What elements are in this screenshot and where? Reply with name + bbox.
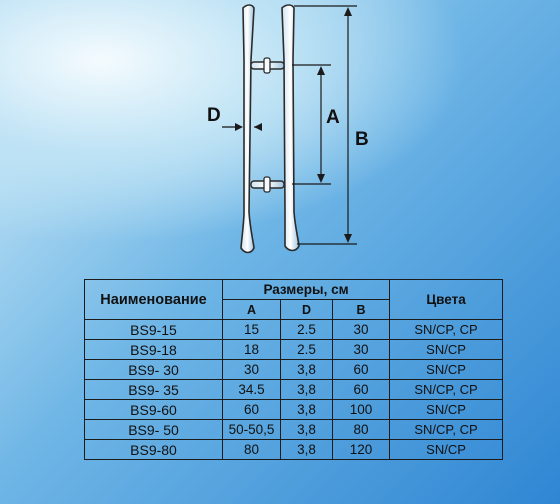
cell-b: 100 (333, 400, 390, 420)
cell-a: 15 (223, 320, 281, 340)
cell-colors: SN/CP, CP (390, 420, 503, 440)
table-row (85, 380, 503, 400)
cell-colors: SN/CP, CP (390, 380, 503, 400)
table-row (85, 320, 503, 340)
mounting-post-top (251, 58, 284, 73)
label-b: B (355, 129, 369, 150)
header-sizes: Размеры, см (223, 280, 390, 300)
cell-d: 3,8 (281, 400, 333, 420)
cell-a: 60 (223, 400, 281, 420)
header-a: A (223, 300, 281, 320)
cell-d: 3,8 (281, 440, 333, 460)
table-row (85, 340, 503, 360)
table-row (85, 420, 503, 440)
table-header-row (85, 280, 503, 300)
cell-colors: SN/CP (390, 360, 503, 380)
cell-b: 60 (333, 380, 390, 400)
cell-d: 2.5 (281, 340, 333, 360)
cell-a: 30 (223, 360, 281, 380)
cell-a: 50-50,5 (223, 420, 281, 440)
cell-name: BS9- 35 (85, 380, 223, 400)
cell-colors: SN/CP (390, 400, 503, 420)
cell-b: 30 (333, 320, 390, 340)
cell-colors: SN/CP (390, 340, 503, 360)
cell-colors: SN/CP (390, 440, 503, 460)
cell-b: 60 (333, 360, 390, 380)
cell-name: BS9-80 (85, 440, 223, 460)
cell-name: BS9-60 (85, 400, 223, 420)
header-name: Наименование (85, 280, 223, 320)
cell-d: 3,8 (281, 420, 333, 440)
cell-name: BS9-15 (85, 320, 223, 340)
header-b: B (333, 300, 390, 320)
cell-name: BS9-18 (85, 340, 223, 360)
table-row (85, 400, 503, 420)
cell-b: 120 (333, 440, 390, 460)
label-a: A (326, 107, 340, 128)
mounting-post-bottom (251, 177, 284, 192)
handle-bar-right (282, 5, 299, 251)
cell-a: 80 (223, 440, 281, 460)
dimension-d (222, 123, 262, 131)
cell-a: 18 (223, 340, 281, 360)
cell-name: BS9- 50 (85, 420, 223, 440)
cell-b: 30 (333, 340, 390, 360)
handle-bar-left (241, 5, 254, 253)
cell-d: 3,8 (281, 380, 333, 400)
cell-a: 34.5 (223, 380, 281, 400)
cell-colors: SN/CP, CP (390, 320, 503, 340)
table-row (85, 440, 503, 460)
label-d: D (207, 105, 221, 126)
header-colors: Цвета (390, 280, 503, 320)
cell-d: 3,8 (281, 360, 333, 380)
cell-name: BS9- 30 (85, 360, 223, 380)
table-row (85, 360, 503, 380)
header-d: D (281, 300, 333, 320)
size-table (84, 279, 503, 460)
cell-b: 80 (333, 420, 390, 440)
cell-d: 2.5 (281, 320, 333, 340)
